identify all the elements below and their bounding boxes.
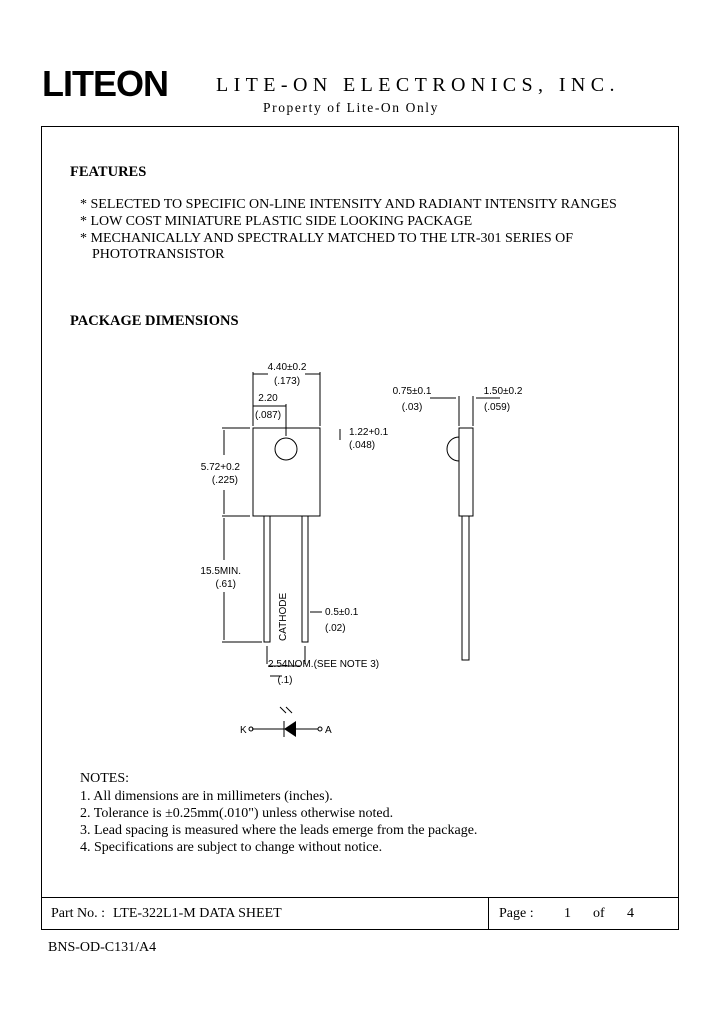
footer-divider: [488, 898, 489, 930]
dim-width-in: (.173): [273, 376, 301, 387]
dim-lead-spacing-in: (.1): [277, 675, 293, 686]
features-title: FEATURES: [70, 164, 147, 180]
dim-body-height: 5.72+0.2: [200, 462, 240, 473]
diode-triangle: [284, 721, 296, 737]
part-number-label: Part No. :: [51, 906, 106, 921]
part-number-value: LTE-322L1-M DATA SHEET: [113, 906, 282, 921]
k-label: K: [240, 725, 247, 736]
emission-arrow: [280, 707, 286, 713]
note-item: 2. Tolerance is ±0.25mm(.010") unless otherwise noted.: [80, 806, 394, 821]
cathode-label: CATHODE: [278, 592, 289, 641]
package-title: PACKAGE DIMENSIONS: [70, 313, 239, 329]
dim-side-a-in: (.03): [401, 402, 423, 413]
page-of: of: [593, 906, 605, 921]
package-body-side: [459, 428, 473, 516]
feature-item: * MECHANICALLY AND SPECTRALLY MATCHED TO THE LTR-301 SERIES OF: [80, 231, 574, 246]
company-name: LITE-ON ELECTRONICS, INC.: [216, 74, 620, 96]
anode-lead: [302, 516, 308, 642]
dim-lead-width-in: (.02): [325, 623, 346, 634]
dim-lens-pos-in: (.087): [254, 410, 282, 421]
feature-item: * SELECTED TO SPECIFIC ON-LINE INTENSITY AND RADIANT INTENSITY RANGES: [80, 197, 617, 212]
lens-circle: [275, 438, 297, 460]
notes-title: NOTES:: [80, 771, 129, 786]
dim-body-height-in: (.225): [211, 475, 238, 486]
dim-lens-dia: 1.22+0.1: [349, 427, 389, 438]
emission-arrow: [286, 707, 292, 713]
dim-lead-spacing: 2.54NOM.(SEE NOTE 3): [268, 659, 380, 670]
cathode-lead: [264, 516, 270, 642]
note-item: 3. Lead spacing is measured where the leads emerge from the package.: [80, 823, 478, 838]
dim-lead-width: 0.5±0.1: [325, 607, 359, 618]
page-label: Page :: [499, 906, 534, 921]
side-lead: [462, 516, 469, 660]
property-notice: Property of Lite-On Only: [263, 100, 439, 115]
liteon-logo: LITEON: [42, 63, 168, 104]
note-item: 4. Specifications are subject to change without notice.: [80, 840, 383, 855]
dim-side-b-in: (.059): [483, 402, 511, 413]
page-number: 1: [564, 906, 571, 921]
package-body-front: [253, 428, 320, 516]
page-total: 4: [627, 906, 634, 921]
dim-lens-dia-in: (.048): [349, 440, 376, 451]
a-label: A: [325, 725, 332, 736]
document-code: BNS-OD-C131/A4: [48, 940, 157, 955]
note-item: 1. All dimensions are in millimeters (inches).: [80, 789, 333, 804]
dim-lead-length-in: (.61): [215, 579, 236, 590]
dim-side-a: 0.75±0.1: [392, 386, 432, 397]
a-terminal: [318, 727, 322, 731]
dim-lead-length: 15.5MIN.: [200, 566, 241, 577]
feature-item: PHOTOTRANSISTOR: [92, 247, 225, 262]
side-lens-bump: [447, 437, 459, 461]
feature-item: * LOW COST MINIATURE PLASTIC SIDE LOOKING PACKAGE: [80, 214, 473, 229]
dim-side-b: 1.50±0.2: [483, 386, 523, 397]
dim-width: 4.40±0.2: [267, 362, 307, 373]
dim-lens-pos: 2.20: [258, 393, 278, 404]
